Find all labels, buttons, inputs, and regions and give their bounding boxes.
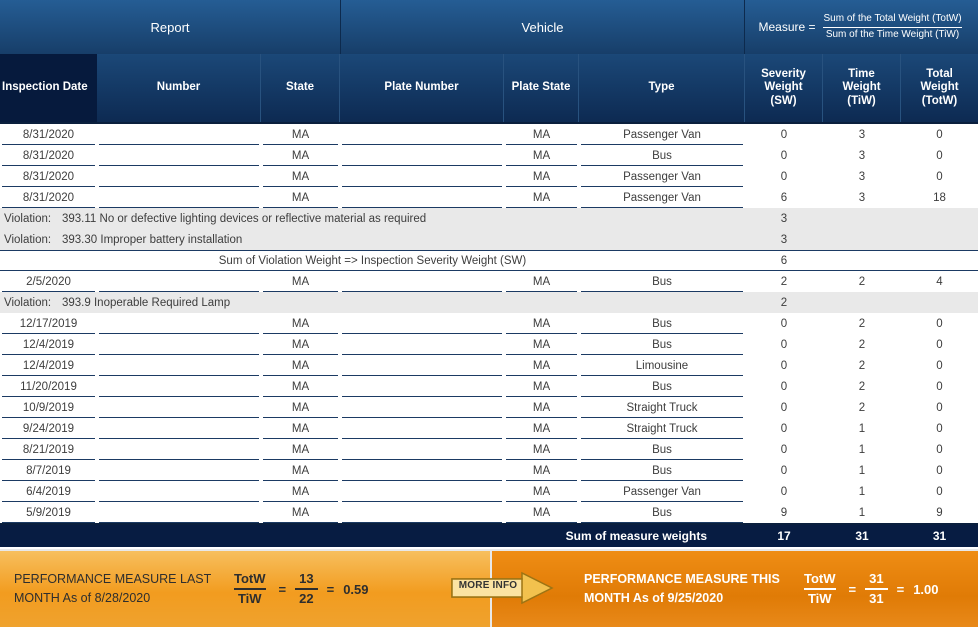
measure-fraction <box>821 13 965 41</box>
cell-plate-number <box>340 460 504 481</box>
cell-total-weight: 0 <box>936 359 943 372</box>
table-row[interactable] <box>0 334 978 355</box>
last-month-content <box>0 570 369 609</box>
column-header-time-weight[interactable] <box>823 54 901 122</box>
cell-inspection-date: 9/24/2019 <box>0 418 97 439</box>
group-header-vehicle-label: Vehicle <box>521 19 564 35</box>
cell-state: MA <box>261 313 340 334</box>
table-row[interactable] <box>0 376 978 397</box>
cell-severity-weight: 0 <box>780 422 788 435</box>
violation-row[interactable] <box>0 208 978 229</box>
measure-denominator: Sum of the Time Weight (TiW) <box>823 27 962 42</box>
cell-number <box>97 460 261 481</box>
cell-inspection-date: 12/4/2019 <box>0 355 97 376</box>
this-month-calculation <box>800 571 939 608</box>
last-month-totw-label: TotW <box>234 570 266 586</box>
last-month-calculation <box>230 571 369 608</box>
cell-type: Straight Truck <box>579 418 745 439</box>
cell-total-weight: 0 <box>936 380 943 393</box>
cell-number <box>97 313 261 334</box>
table-row[interactable] <box>0 271 978 292</box>
cell-number <box>97 502 261 523</box>
group-header-report-label: Report <box>150 19 190 35</box>
cell-state: MA <box>261 418 340 439</box>
cell-type: Bus <box>579 271 745 292</box>
cell-severity-weight: 0 <box>780 401 788 414</box>
cell-inspection-date: 11/20/2019 <box>0 376 97 397</box>
cell-severity-weight: 0 <box>780 359 788 372</box>
cell-type: Bus <box>579 313 745 334</box>
this-month-tiw-label: TiW <box>804 588 836 607</box>
cell-time-weight: 2 <box>858 380 866 393</box>
total-row-sw: 17 <box>777 529 791 543</box>
violation-description: 393.30 Improper battery installation <box>62 233 243 246</box>
last-month-tiw-label: TiW <box>234 588 266 607</box>
table-row[interactable] <box>0 397 978 418</box>
cell-time-weight: 2 <box>858 275 866 288</box>
cell-plate-number <box>340 481 504 502</box>
cell-state: MA <box>261 271 340 292</box>
cell-severity-weight: 6 <box>780 191 788 204</box>
cell-plate-state: MA <box>504 334 579 355</box>
cell-total-weight: 0 <box>936 170 943 183</box>
last-month-equals-2: = <box>326 581 335 597</box>
cell-violation-totw <box>901 229 978 250</box>
cell-plate-number <box>340 376 504 397</box>
cell-type: Passenger Van <box>579 187 745 208</box>
column-header-type[interactable] <box>579 54 745 122</box>
cell-severity-weight: 0 <box>780 317 788 330</box>
cell-state: MA <box>261 460 340 481</box>
cell-total-weight: 0 <box>936 128 943 141</box>
cell-severity-weight: 0 <box>780 443 788 456</box>
cell-total-weight: 0 <box>936 464 943 477</box>
violation-subtotal-row <box>0 250 978 271</box>
cell-severity-weight: 2 <box>780 275 788 288</box>
cell-time-weight: 2 <box>858 401 866 414</box>
total-row-tiw: 31 <box>855 529 869 543</box>
cell-state: MA <box>261 376 340 397</box>
last-month-ratio-values <box>295 571 317 608</box>
cell-number <box>97 187 261 208</box>
cell-violation-sw: 2 <box>780 296 788 309</box>
cell-number <box>97 418 261 439</box>
cell-plate-number <box>340 355 504 376</box>
violation-row[interactable] <box>0 292 978 313</box>
this-month-equals-2: = <box>896 581 905 597</box>
column-header-plate-number-label: Plate Number <box>384 81 459 94</box>
cell-plate-state: MA <box>504 481 579 502</box>
table-row[interactable] <box>0 124 978 145</box>
this-month-totw-value: 31 <box>869 570 884 586</box>
cell-plate-number <box>340 166 504 187</box>
performance-measure-this-month-panel <box>490 549 978 627</box>
cell-severity-weight: 0 <box>780 170 788 183</box>
cell-total-weight: 0 <box>936 338 943 351</box>
cell-state: MA <box>261 355 340 376</box>
cell-number <box>97 166 261 187</box>
cell-total-weight: 0 <box>936 443 943 456</box>
cell-time-weight: 3 <box>858 149 866 162</box>
measure-formula <box>754 13 968 41</box>
measure-numerator: Sum of the Total Weight (TotW) <box>823 13 962 24</box>
cell-total-weight: 0 <box>936 485 943 498</box>
table-row[interactable] <box>0 145 978 166</box>
column-header-plate-state-label: Plate State <box>511 81 571 94</box>
cell-time-weight: 1 <box>858 464 866 477</box>
cell-inspection-date: 8/21/2019 <box>0 439 97 460</box>
cell-total-weight: 0 <box>936 422 943 435</box>
cell-plate-number <box>340 334 504 355</box>
violation-row[interactable] <box>0 229 978 250</box>
cell-plate-number <box>340 418 504 439</box>
cell-number <box>97 439 261 460</box>
cell-time-weight: 3 <box>858 170 866 183</box>
column-header-number-label: Number <box>156 81 201 94</box>
cell-type: Bus <box>579 502 745 523</box>
cell-inspection-date: 8/31/2020 <box>0 145 97 166</box>
cell-state: MA <box>261 334 340 355</box>
cell-total-weight: 4 <box>936 275 943 288</box>
cell-type: Bus <box>579 376 745 397</box>
cell-time-weight: 1 <box>858 443 866 456</box>
cell-type: Bus <box>579 439 745 460</box>
cell-time-weight: 1 <box>858 485 866 498</box>
table-row[interactable] <box>0 439 978 460</box>
cell-inspection-date: 5/9/2019 <box>0 502 97 523</box>
cell-plate-number <box>340 502 504 523</box>
cell-plate-number <box>340 439 504 460</box>
this-month-title: PERFORMANCE MEASURE THIS MONTH As of 9/25/2020 <box>584 571 780 605</box>
table-row[interactable] <box>0 355 978 376</box>
table-total-row <box>0 523 978 547</box>
violation-description: 393.11 No or defective lighting devices or reflective material as required <box>62 212 427 225</box>
cell-time-weight: 3 <box>858 128 866 141</box>
cell-time-weight: 3 <box>858 191 866 204</box>
table-group-header <box>0 0 978 54</box>
cell-violation-sw: 3 <box>780 212 788 225</box>
cell-type: Straight Truck <box>579 397 745 418</box>
cell-state: MA <box>261 166 340 187</box>
cell-state: MA <box>261 502 340 523</box>
this-month-tiw-value: 31 <box>865 588 887 607</box>
column-header-severity-weight[interactable] <box>745 54 823 122</box>
cell-plate-state: MA <box>504 439 579 460</box>
cell-severity-weight: 0 <box>780 380 788 393</box>
group-header-report <box>0 0 341 54</box>
cell-severity-weight: 0 <box>780 149 788 162</box>
cell-type: Passenger Van <box>579 481 745 502</box>
cell-plate-state: MA <box>504 124 579 145</box>
this-month-result: 1.00 <box>913 581 939 597</box>
violation-subtotal-label: Sum of Violation Weight => Inspection Severity Weight (SW) <box>218 254 527 267</box>
cell-time-weight: 2 <box>858 359 866 372</box>
violation-label: Violation: <box>4 296 52 309</box>
column-header-type-label: Type <box>648 81 675 94</box>
cell-type: Bus <box>579 145 745 166</box>
group-header-measure <box>745 0 978 54</box>
cell-severity-weight: 0 <box>780 464 788 477</box>
cell-time-weight: 2 <box>858 317 866 330</box>
cell-number <box>97 376 261 397</box>
cell-plate-number <box>340 313 504 334</box>
cell-type: Passenger Van <box>579 166 745 187</box>
cell-plate-state: MA <box>504 418 579 439</box>
last-month-result: 0.59 <box>343 581 369 597</box>
table-column-header <box>0 54 978 124</box>
cell-plate-state: MA <box>504 397 579 418</box>
cell-inspection-date: 8/7/2019 <box>0 460 97 481</box>
cell-number <box>97 334 261 355</box>
measure-equals-label: Measure = <box>758 20 816 34</box>
violation-text-cell <box>0 208 745 229</box>
cell-type: Limousine <box>579 355 745 376</box>
cell-violation-tiw <box>823 229 901 250</box>
this-month-content <box>492 570 939 609</box>
cell-plate-number <box>340 397 504 418</box>
group-header-vehicle <box>341 0 745 54</box>
cell-time-weight: 1 <box>858 506 866 519</box>
violation-text-cell <box>0 229 745 250</box>
total-row-totw: 31 <box>932 529 947 543</box>
cell-violation-totw <box>901 292 978 313</box>
cell-state: MA <box>261 439 340 460</box>
cell-plate-state: MA <box>504 271 579 292</box>
cell-inspection-date: 8/31/2020 <box>0 166 97 187</box>
cell-plate-state: MA <box>504 145 579 166</box>
violation-description: 393.9 Inoperable Required Lamp <box>62 296 231 309</box>
more-info-label: MORE INFO <box>458 580 518 591</box>
cell-severity-weight: 0 <box>780 485 788 498</box>
cell-number <box>97 481 261 502</box>
cell-severity-weight: 0 <box>780 128 788 141</box>
this-month-ratio-labels <box>800 571 840 608</box>
cell-plate-state: MA <box>504 313 579 334</box>
total-row-label: Sum of measure weights <box>565 529 707 543</box>
cell-plate-state: MA <box>504 502 579 523</box>
column-header-state-label: State <box>285 81 315 94</box>
column-header-plate-state[interactable] <box>504 54 579 122</box>
cell-total-weight: 0 <box>936 149 943 162</box>
table-row[interactable] <box>0 313 978 334</box>
cell-subtotal-sw: 6 <box>780 254 788 267</box>
column-header-total-weight-label: Total Weight (TotW) <box>920 67 959 107</box>
cell-time-weight: 1 <box>858 422 866 435</box>
cell-type: Bus <box>579 334 745 355</box>
performance-measure-footer <box>0 549 978 627</box>
cell-violation-tiw <box>823 208 901 229</box>
cell-number <box>97 145 261 166</box>
table-row[interactable] <box>0 502 978 523</box>
this-month-ratio-values <box>865 571 887 608</box>
cell-type: Passenger Van <box>579 124 745 145</box>
cell-total-weight: 0 <box>936 401 943 414</box>
violation-text-cell <box>0 292 745 313</box>
cell-inspection-date: 10/9/2019 <box>0 397 97 418</box>
cell-violation-tiw <box>823 292 901 313</box>
violation-label: Violation: <box>4 212 52 225</box>
cell-state: MA <box>261 397 340 418</box>
cell-plate-number <box>340 124 504 145</box>
last-month-title: PERFORMANCE MEASURE LAST MONTH As of 8/28/2020 <box>14 571 212 605</box>
cell-total-weight: 0 <box>936 317 943 330</box>
cell-number <box>97 355 261 376</box>
column-header-inspection-date-label: Inspection Date <box>2 81 88 94</box>
cell-plate-state: MA <box>504 187 579 208</box>
column-header-time-weight-label: Time Weight (TiW) <box>842 67 881 107</box>
column-header-total-weight[interactable] <box>901 54 978 122</box>
cell-plate-number <box>340 271 504 292</box>
last-month-tiw-value: 22 <box>295 588 317 607</box>
more-info-button[interactable] <box>450 571 554 605</box>
cell-plate-number <box>340 187 504 208</box>
column-header-state[interactable] <box>261 54 340 122</box>
cell-plate-number <box>340 145 504 166</box>
cell-time-weight: 2 <box>858 338 866 351</box>
table-row[interactable] <box>0 460 978 481</box>
cell-violation-sw: 3 <box>780 233 788 246</box>
column-header-number[interactable] <box>97 54 261 122</box>
column-header-severity-weight-label: Severity Weight (SW) <box>761 67 806 107</box>
cell-state: MA <box>261 481 340 502</box>
this-month-equals-1: = <box>848 581 857 597</box>
cell-state: MA <box>261 145 340 166</box>
cell-number <box>97 397 261 418</box>
table-row[interactable] <box>0 187 978 208</box>
last-month-ratio-labels <box>230 571 270 608</box>
last-month-totw-value: 13 <box>299 570 314 586</box>
table-row[interactable] <box>0 166 978 187</box>
cell-subtotal-tiw <box>823 251 901 270</box>
cell-violation-totw <box>901 208 978 229</box>
cell-inspection-date: 8/31/2020 <box>0 124 97 145</box>
cell-inspection-date: 6/4/2019 <box>0 481 97 502</box>
performance-measure-last-month-panel <box>0 549 490 627</box>
cell-subtotal-totw <box>901 251 978 270</box>
violation-label: Violation: <box>4 233 52 246</box>
column-header-plate-number[interactable] <box>340 54 504 122</box>
cell-plate-state: MA <box>504 355 579 376</box>
table-row[interactable] <box>0 418 978 439</box>
this-month-totw-label: TotW <box>804 570 836 586</box>
cell-state: MA <box>261 124 340 145</box>
column-header-inspection-date[interactable] <box>0 54 97 122</box>
cell-inspection-date: 2/5/2020 <box>0 271 97 292</box>
cell-inspection-date: 12/4/2019 <box>0 334 97 355</box>
table-body <box>0 124 978 523</box>
cell-number <box>97 271 261 292</box>
cell-plate-state: MA <box>504 376 579 397</box>
cell-plate-state: MA <box>504 166 579 187</box>
last-month-equals-1: = <box>278 581 287 597</box>
cell-total-weight: 18 <box>933 191 946 204</box>
cell-state: MA <box>261 187 340 208</box>
cell-severity-weight: 9 <box>780 506 788 519</box>
cell-plate-state: MA <box>504 460 579 481</box>
cell-severity-weight: 0 <box>780 338 788 351</box>
cell-inspection-date: 12/17/2019 <box>0 313 97 334</box>
table-row[interactable] <box>0 481 978 502</box>
cell-inspection-date: 8/31/2020 <box>0 187 97 208</box>
cell-number <box>97 124 261 145</box>
cell-type: Bus <box>579 460 745 481</box>
cell-total-weight: 9 <box>936 506 943 519</box>
